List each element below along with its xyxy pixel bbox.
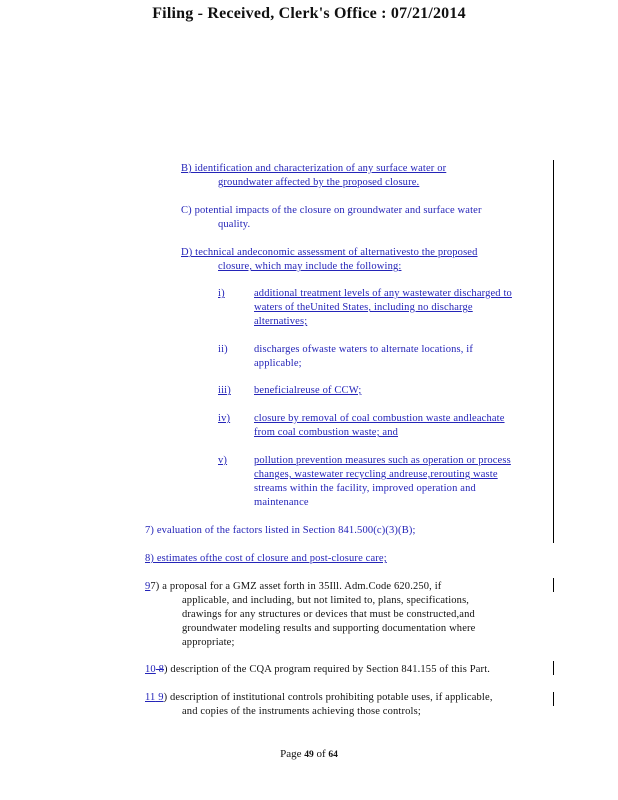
change-bar [553, 578, 554, 592]
section-11-line1 [145, 691, 493, 704]
subitem-i-line1: additional treatment levels of any wastewater discharged to [254, 288, 512, 299]
section-9-line1 [145, 580, 441, 593]
item-b-line2: groundwater affected by the proposed closure. [218, 177, 420, 188]
section-9-line4: groundwater modeling results and supporting documentation where [182, 623, 476, 634]
section-10-old-number: 8 [155, 664, 164, 675]
item-d-line1: D) technical andeconomic assessment of alternativesto the proposed [181, 247, 478, 258]
subitem-ii-number: ii) [218, 344, 228, 355]
subitem-i-line3: alternatives; [254, 316, 308, 327]
subitem-i-line2: waters of theUnited States, including no discharge [254, 302, 473, 313]
item-d-line2: closure, which may include the following: [218, 261, 402, 272]
page-footer [0, 748, 618, 760]
item-c-line2: quality. [218, 219, 251, 230]
subitem-v-number: v) [218, 455, 228, 466]
section-11-old-number: 9 [155, 692, 164, 703]
section-10 [145, 663, 490, 676]
section-9-line5: appropriate; [182, 637, 235, 648]
page-total: 64 [328, 750, 338, 760]
subitem-ii-line1: discharges ofwaste waters to alternate locations, if [254, 344, 473, 355]
section-9-text: 7) a proposal for a GMZ asset forth in 35Ill. Adm.Code 620.250, if [150, 581, 442, 592]
filing-header: Filing - Received, Clerk's Office : 07/21/2014 [152, 5, 466, 22]
page-number: 49 [304, 750, 314, 760]
change-bar [553, 661, 554, 675]
section-11-line2: and copies of the instruments achieving those controls; [182, 706, 421, 717]
section-7: 7) evaluation of the factors listed in Section 841.500(c)(3)(B); [145, 525, 416, 536]
subitem-ii-line2: applicable; [254, 358, 302, 369]
subitem-iii-number: iii) [218, 385, 231, 396]
section-8: 8) estimates ofthe cost of closure and post-closure care; [145, 553, 387, 564]
section-10-new-number: 10 [145, 664, 156, 675]
section-9-new-number: 9 [145, 581, 151, 592]
change-bar [553, 160, 554, 543]
subitem-i-number: i) [218, 288, 225, 299]
section-11-new-number: 11 [145, 692, 156, 703]
section-11-text: ) description of institutional controls prohibiting potable uses, if applicable, [163, 692, 493, 703]
change-bar [553, 692, 554, 706]
subitem-v-line2: changes, wastewater recycling andreuse,rerouting waste [254, 469, 498, 480]
subitem-v-line4: maintenance [254, 497, 309, 508]
section-9-line3: drawings for any structures or devices that must be constructed,and [182, 609, 475, 620]
section-9-line2: applicable, and including, but not limited to, plans, specifications, [182, 595, 470, 606]
subitem-iv-number: iv) [218, 413, 231, 424]
subitem-iii-line1: beneficialreuse of CCW; [254, 385, 362, 396]
page-label: Page [280, 748, 302, 760]
subitem-v-line1: pollution prevention measures such as operation or process [254, 455, 511, 466]
subitem-iv-line1: closure by removal of coal combustion waste andleachate [254, 413, 505, 424]
page-of: of [316, 748, 326, 760]
section-10-text: ) description of the CQA program required by Section 841.155 of this Part. [164, 664, 491, 675]
item-b-line1: B) identification and characterization of any surface water or [181, 163, 447, 174]
item-c-line1: C) potential impacts of the closure on groundwater and surface water [181, 205, 482, 216]
subitem-v-line3: streams within the facility, improved operation and [254, 483, 476, 494]
subitem-iv-line2: from coal combustion waste; and [254, 427, 399, 438]
